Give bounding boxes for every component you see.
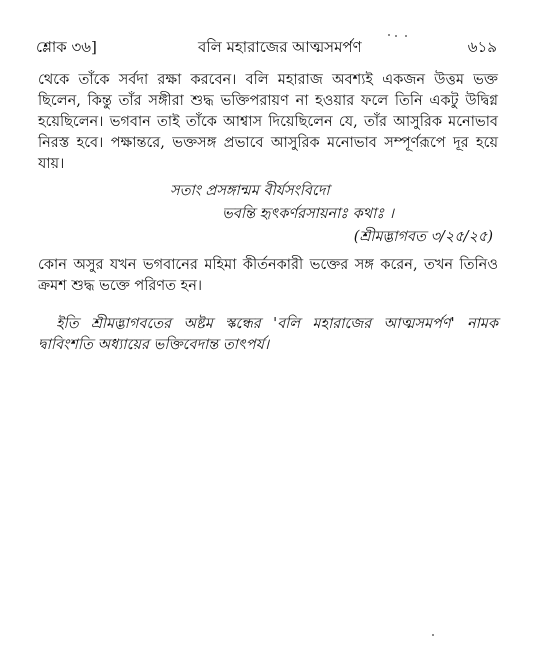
chapter-closing-note: ইতি শ্রীমদ্ভাগবতের অষ্টম স্কন্ধের 'বলি মহারাজের আত্মসমর্পণ' নামক দ্বাবিংশতি অধ্যায়ের ভক্তিবেদান্ত তাৎপর্য। xyxy=(38,316,498,353)
quoted-verse-line-1: সতাং প্রসঙ্গান্মম বীর্যসংবিদো xyxy=(170,183,330,199)
verse-number-header: শ্লোক ৩৬] xyxy=(36,38,97,56)
print-speck xyxy=(432,634,434,636)
print-speck xyxy=(388,34,390,36)
page-number: ৬১৯ xyxy=(467,38,497,56)
chapter-title-header: বলি মহারাজের আত্মসমর্পণ xyxy=(198,38,362,56)
print-speck xyxy=(395,35,397,37)
commentary-paragraph-1: থেকে তাঁকে সর্বদা রক্ষা করবেন। বলি মহারাজ অবশ্যই একজন উত্তম ভক্ত ছিলেন, কিন্তু তাঁর সঙ্গীরা শুদ্ধ ভক্তিপরায়ণ না হওয়ার ফলে তিনি একটু উদ্বিগ্ন হয়েছিলেন। ভগবান তাই তাঁকে আশ্বাস দিয়েছিলেন যে, তাঁর আসুরিক মনোভাব নিরস্ত হবে। পক্ষান্তরে, ভক্তসঙ্গ প্রভাবে আসুরিক মনোভাব সম্পূর্ণরূপে দূর হয়ে যায়। xyxy=(38,72,498,172)
verse-reference: (শ্রীমদ্ভাগবত ৩/২৫/২৫) xyxy=(353,229,493,245)
quoted-verse-line-2: ভবন্তি হৃৎকর্ণরসায়নাঃ কথাঃ । xyxy=(222,206,394,222)
page-header xyxy=(36,36,497,58)
commentary-paragraph-2: কোন অসুর যখন ভগবানের মহিমা কীর্তনকারী ভক্তের সঙ্গ করেন, তখন তিনিও ক্রমশ শুদ্ধ ভক্তে পরিণত হন। xyxy=(38,257,498,294)
print-speck xyxy=(405,35,407,37)
